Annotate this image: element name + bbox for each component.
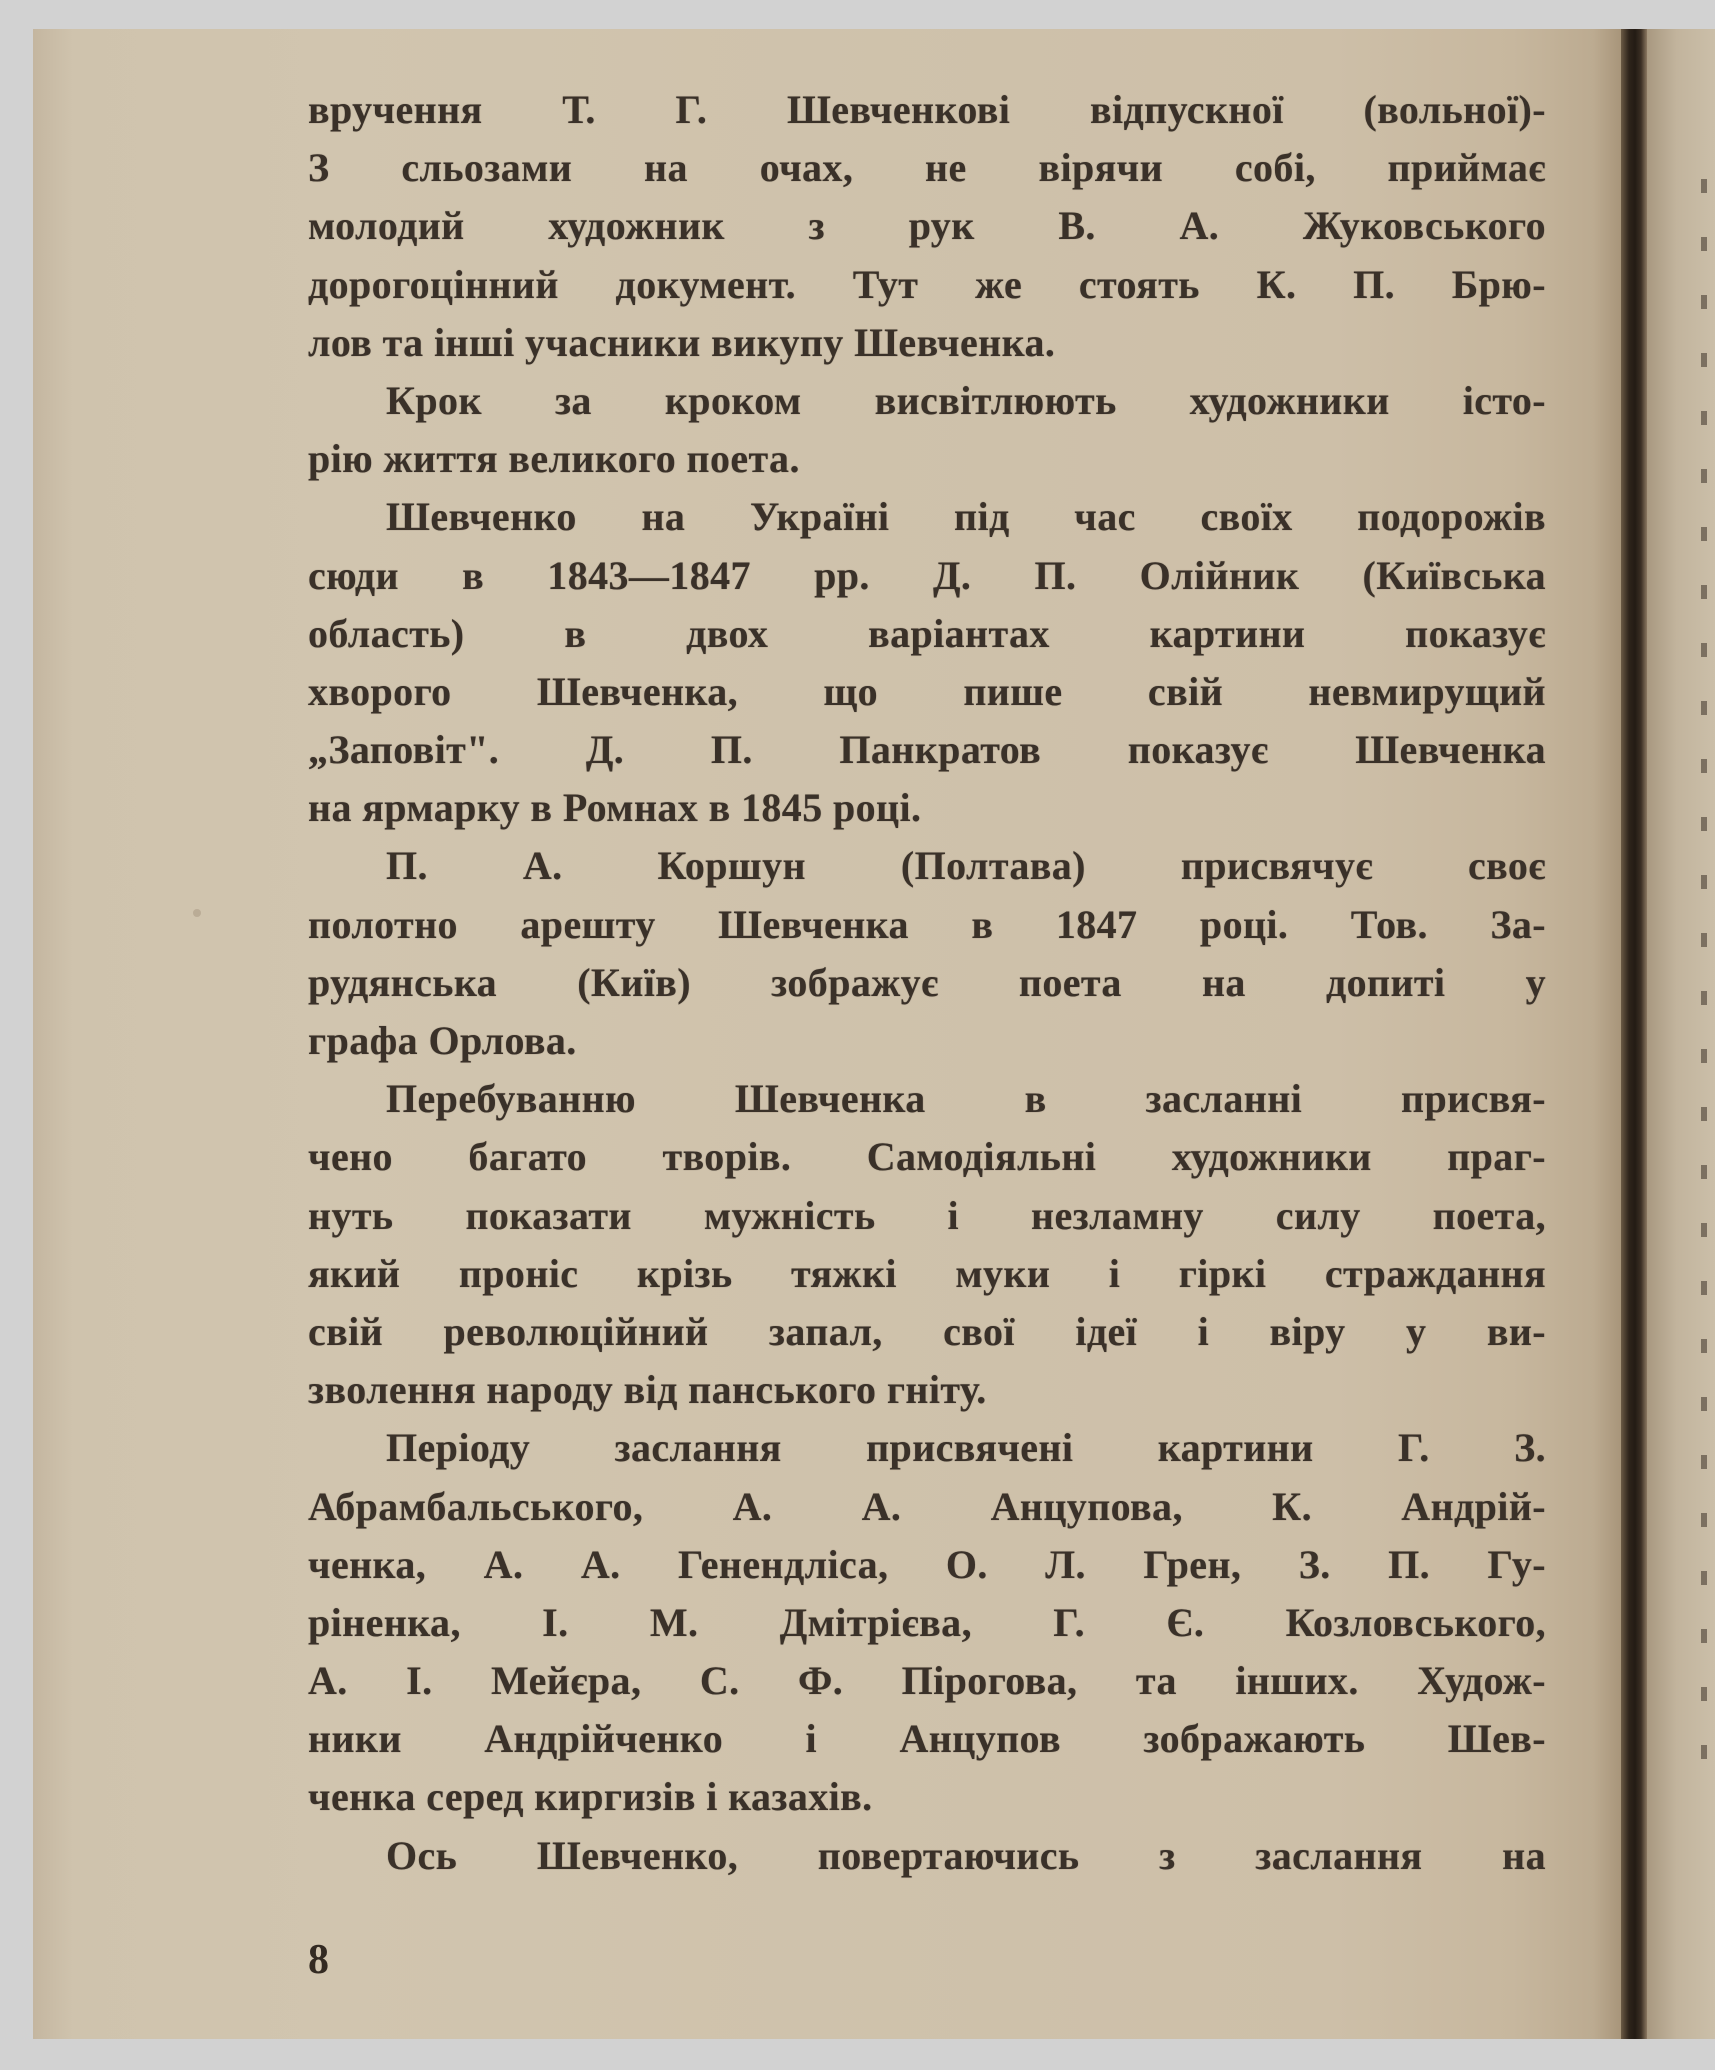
text-line: Крок за кроком висвітлюють художники істо- <box>386 377 1546 423</box>
text-line: область) в двох варіантах картини показує <box>308 610 1546 656</box>
text-line: лов та інші учасники викупу Шевченка. <box>308 319 1056 365</box>
text-line: П. А. Коршун (Полтава) присвячує своє <box>386 843 1546 889</box>
text-line: нуть показати мужність і незламну силу поета, <box>308 1192 1546 1238</box>
body-text <box>308 81 1546 1885</box>
text-line: А. І. Мейєра, С. Ф. Пірогова, та інших. Худож- <box>308 1658 1546 1704</box>
text-line: рію життя великого поета. <box>308 436 800 482</box>
text-line: ченка, А. А. Генендліса, О. Л. Грен, З. П. Гу- <box>308 1541 1546 1587</box>
text-line: зволення народу від панського гніту. <box>308 1367 987 1413</box>
text-line: ріненка, І. М. Дмітрієва, Г. Є. Козловського, <box>308 1599 1546 1645</box>
text-line: „Заповіт". Д. П. Панкратов показує Шевченка <box>308 727 1546 773</box>
text-line: вручення Т. Г. Шевченкові відпускної (вольної)- <box>308 87 1546 132</box>
text-line: на ярмарку в Ромнах в 1845 році. <box>308 785 922 831</box>
page-number: 8 <box>308 1937 329 1983</box>
text-line: полотно арешту Шевченка в 1847 році. Тов. За- <box>308 901 1546 947</box>
text-line: рудянська (Київ) зображує поета на допиті у <box>308 959 1546 1005</box>
text-line: дорогоцінний документ. Тут же стоять К. П. Брю- <box>308 261 1546 307</box>
text-line: Абрамбальського, А. А. Анцупова, К. Андрій- <box>308 1483 1546 1529</box>
text-line: Ось Шевченко, повертаючись з заслання на <box>386 1832 1546 1878</box>
text-line: свій революційний запал, свої ідеї і віру у ви- <box>308 1308 1546 1354</box>
text-line: Перебуванню Шевченка в засланні присвя- <box>386 1076 1546 1122</box>
text-line: ники Андрійченко і Анцупов зображають Шев- <box>308 1716 1546 1762</box>
text-line: Шевченко на Україні під час своїх подорожів <box>386 494 1546 540</box>
text-line: який проніс крізь тяжкі муки і гіркі страждання <box>308 1250 1546 1296</box>
left-page <box>33 29 1621 2039</box>
text-line: чено багато творів. Самодіяльні художники праг- <box>308 1134 1546 1180</box>
right-page-text-fragments <box>1701 179 1707 1779</box>
text-line: хворого Шевченка, що пише свій невмирущий <box>308 668 1546 714</box>
text-line: сюди в 1843—1847 рр. Д. П. Олійник (Київська <box>308 552 1546 598</box>
text-line: молодий художник з рук В. А. Жуковського <box>308 203 1546 249</box>
text-line: графа Орлова. <box>308 1018 577 1063</box>
book-spine <box>1621 29 1647 2039</box>
scanned-book-spread <box>33 29 1715 2039</box>
text-line: З сльозами на очах, не вірячи собі, приймає <box>308 145 1546 191</box>
text-line: ченка серед киргизів і казахів. <box>308 1774 873 1820</box>
paper-speck <box>193 909 201 917</box>
text-line: Періоду заслання присвячені картини Г. З. <box>386 1425 1546 1471</box>
